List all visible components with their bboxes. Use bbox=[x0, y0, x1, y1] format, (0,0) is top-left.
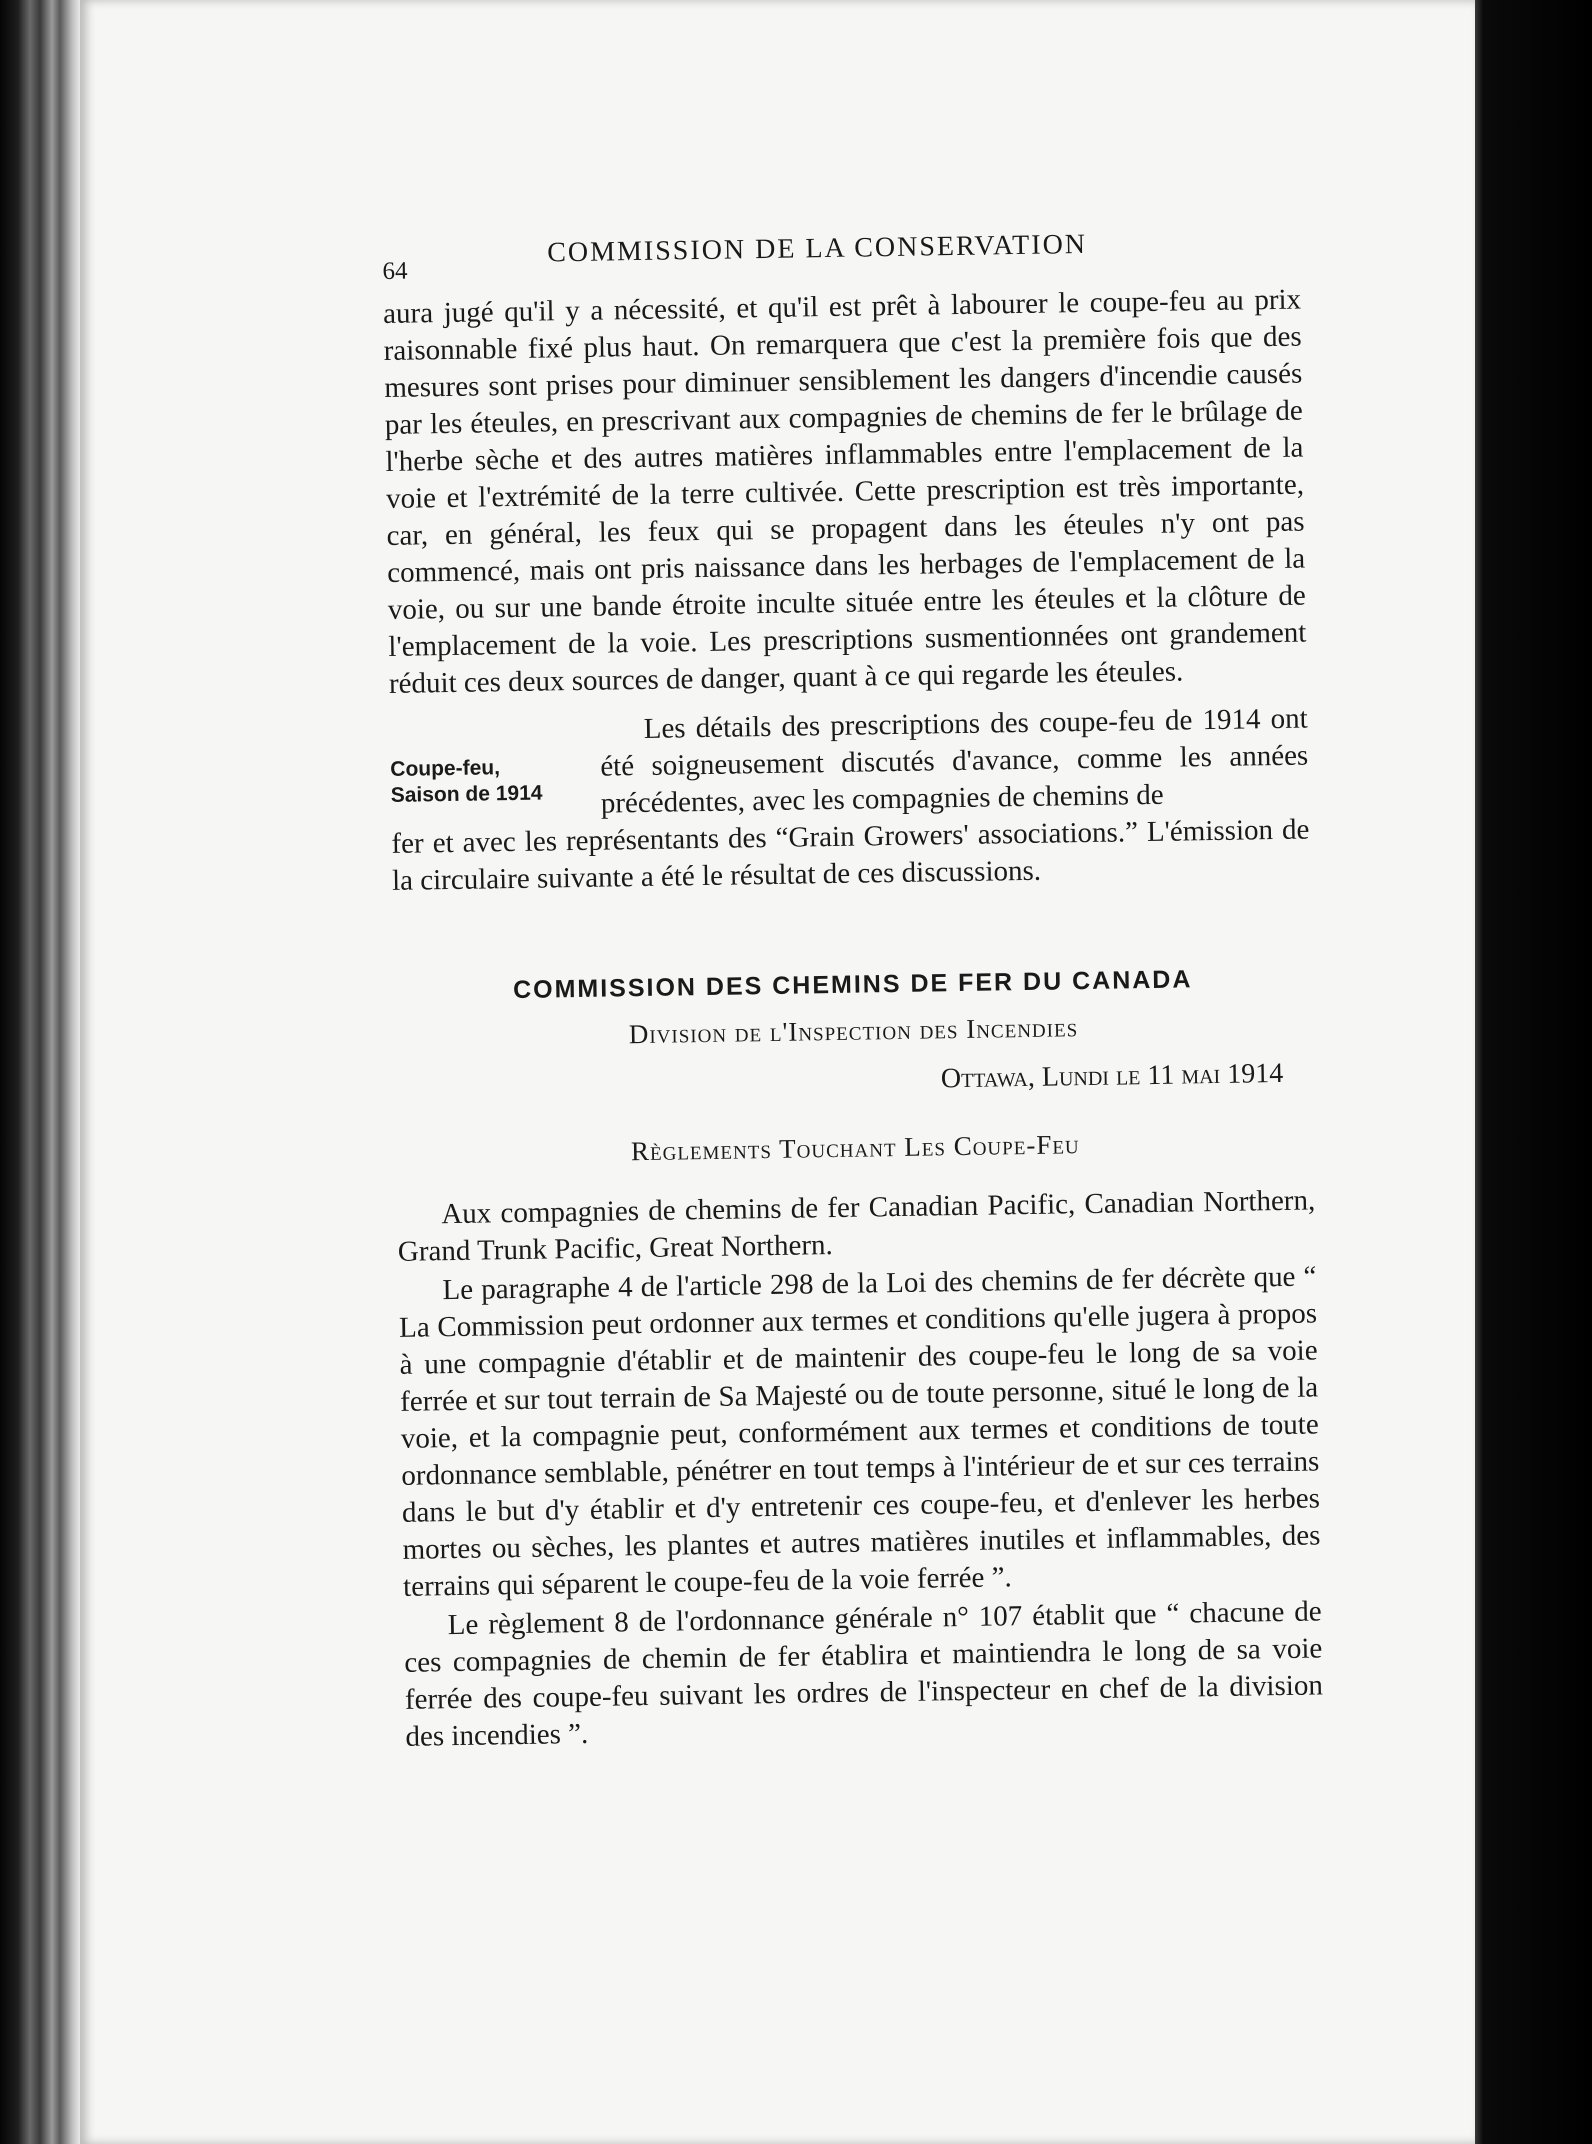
circular-division: Division de l'Inspection des Incendies bbox=[628, 1012, 1079, 1050]
paragraph: Aux compagnies de chemins de fer Canadian Pacific, Canadian Northern, Grand Trunk Pacific, Great Northern. bbox=[397, 1184, 1316, 1268]
paragraph: Le règlement 8 de l'ordonnance générale n° 107 établit que “ chacune de ces compagnies de chemin de fer établira et maintiendra le long de sa voie ferrée des coupe-feu suivant les ordres de l'inspecteur en chef de la division des incendies ”. bbox=[404, 1595, 1324, 1753]
dark-margin bbox=[1475, 0, 1592, 2144]
paragraph: Le paragraphe 4 de l'article 298 de la Loi des chemins de fer décrète que “ La Commission peut ordonner aux termes et conditions qu'elle jugera à propos à une compagnie d'établir et de maintenir des coupe-feu le long de sa voie ferrée et sur tout terrain de Sa Majesté ou de toute personne, situé le long de la voie, et la compagnie peut, conformément aux termes et conditions de toute ordonnance semblable, pénétrer en tout temps à l'intérieur de et sur ces terrains dans le but d'y établir et d'y entretenir ces coupe-feu, et d'enlever les herbes mortes ou sèches, les plantes et autres matières inutiles et inflammables, des terrains qui séparent le coupe-feu de la voie ferrée ”. bbox=[398, 1260, 1321, 1603]
paragraph: Les détails des prescriptions des coupe-feu de 1914 ont été soigneusement discutés d'avance, comme les années précédentes, avec les compagnies de chemins de bbox=[600, 702, 1309, 820]
book-gutter-edge bbox=[0, 0, 80, 2144]
running-title: COMMISSION DE LA CONSERVATION bbox=[546, 228, 1088, 269]
margin-note bbox=[390, 754, 591, 809]
circular-title: Règlements Touchant Les Coupe-Feu bbox=[630, 1129, 1080, 1167]
paragraph: aura jugé qu'il y a nécessité, et qu'il est prêt à labourer le coupe-feu au prix raisonnable fixé plus haut. On remarquera que c'est la première fois que des mesures sont prises pour diminuer sensiblement les dangers d'incendie causés par les éteules, en prescrivant aux compagnies de chemins de fer le brûlage de l'herbe sèche et des autres matières inflammables entre l'emplacement de la voie et l'extrémité de la terre cultivée. Cette prescription est très importante, car, en général, les feux qui se propagent dans les éteules n'y ont pas commencé, mais ont pris naissance dans les herbages de l'emplacement de la voie, ou sur une bande étroite inculte située entre les éteules et la clôture de l'emplacement de la voie. Les prescriptions susmentionnées ont grandement réduit ces deux sources de danger, quant à ce qui regarde les éteules. bbox=[382, 283, 1307, 700]
circular-body bbox=[397, 1182, 1324, 1755]
page-content bbox=[382, 226, 1324, 1758]
paragraph: fer et avec les représentants des “Grain Growers' associations.” L'émission de la circulaire suivante a été le résultat de ces discussions. bbox=[391, 813, 1310, 897]
circular-dateline: Ottawa, Lundi le 11 mai 1914 bbox=[940, 1057, 1284, 1095]
page-number: 64 bbox=[382, 257, 408, 285]
sidenote-block bbox=[389, 701, 1310, 900]
margin-note-line: Saison de 1914 bbox=[390, 781, 543, 807]
circular-heading: COMMISSION DES CHEMINS DE FER DU CANADA bbox=[512, 965, 1193, 1005]
margin-note-line: Coupe-feu, bbox=[390, 756, 501, 781]
